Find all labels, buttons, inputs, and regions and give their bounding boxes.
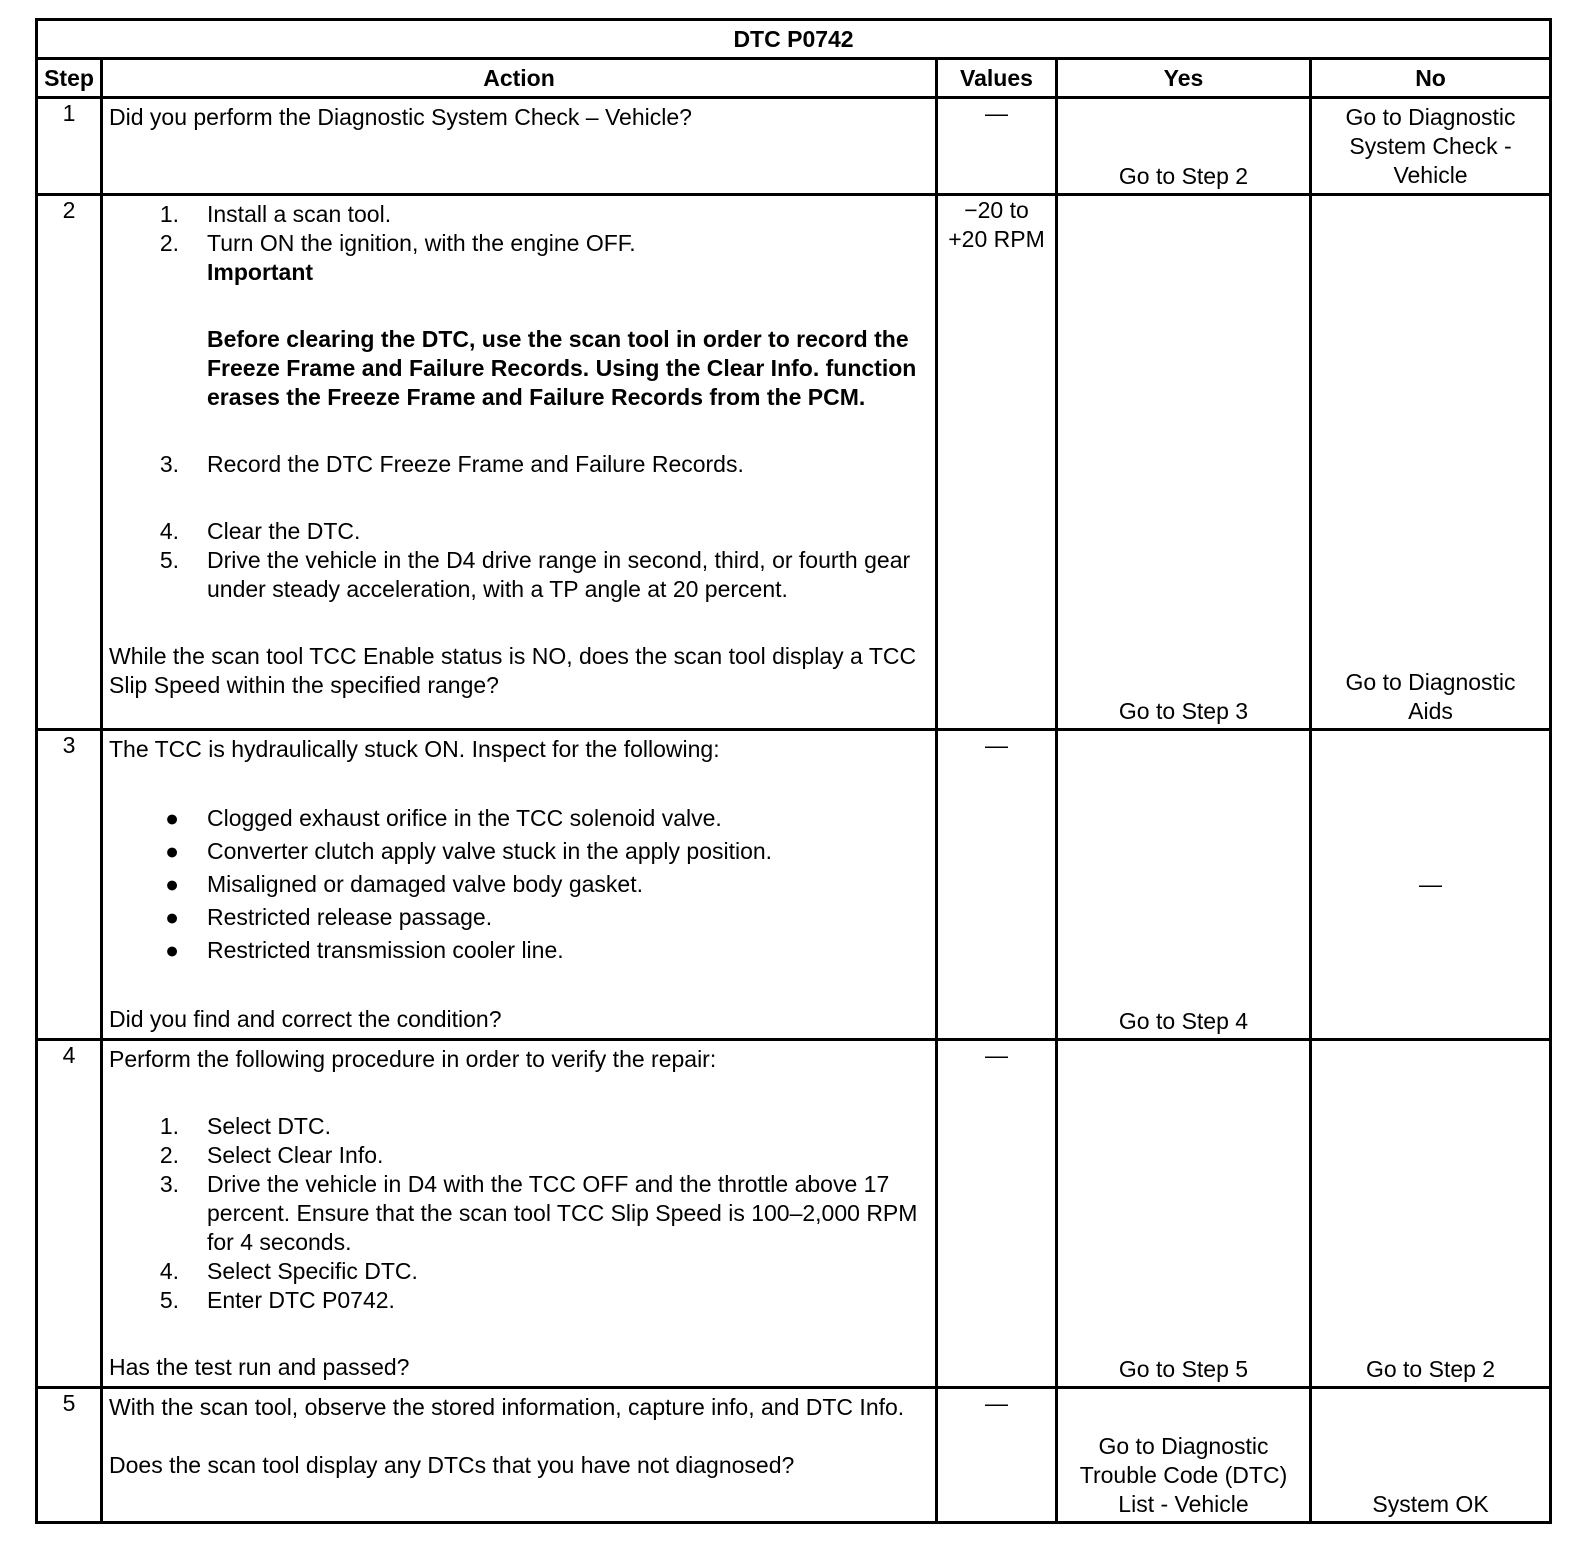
procedure-list <box>109 517 929 604</box>
list-item <box>109 1112 929 1141</box>
no-cell: — <box>1311 730 1551 1040</box>
yes-line: List - Vehicle <box>1118 1491 1249 1517</box>
item-text: Drive the vehicle in D4 with the TCC OFF and the throttle above 17 percent. Ensure that the scan tool TCC Slip Speed is 100–2,000 RPM for 4 seconds. <box>207 1171 918 1255</box>
action-cell <box>102 98 937 195</box>
table-row <box>37 1388 1551 1523</box>
list-item <box>109 1286 929 1315</box>
values-cell <box>937 195 1057 730</box>
item-text: Select Specific DTC. <box>207 1258 418 1284</box>
procedure-list <box>109 1112 929 1315</box>
step-number: 5 <box>37 1388 102 1523</box>
item-text: Enter DTC P0742. <box>207 1287 395 1313</box>
dtc-table <box>35 18 1552 1524</box>
action-text: Did you perform the Diagnostic System Check – Vehicle? <box>109 104 692 130</box>
list-item <box>109 200 929 229</box>
inspection-list <box>109 802 929 967</box>
step-number: 1 <box>37 98 102 195</box>
bullet-icon: ● <box>165 904 179 930</box>
step-number: 3 <box>37 730 102 1040</box>
values-cell: — <box>937 730 1057 1040</box>
item-number: 3. <box>159 451 179 477</box>
item-text: Misaligned or damaged valve body gasket. <box>207 871 643 897</box>
bullet-icon: ● <box>165 871 179 897</box>
item-number: 2. <box>159 230 179 256</box>
question-text: While the scan tool TCC Enable status is NO, does the scan tool display a TCC Slip Speed within the specified range? <box>109 643 917 698</box>
header-step: Step <box>37 59 102 98</box>
yes-line: Trouble Code (DTC) <box>1079 1462 1288 1488</box>
list-item <box>109 450 929 479</box>
item-text: Restricted release passage. <box>207 904 493 930</box>
list-item <box>109 802 929 835</box>
action-cell <box>102 1388 937 1523</box>
no-cell: Go to Step 2 <box>1311 1040 1551 1388</box>
item-text: Install a scan tool. <box>207 201 392 227</box>
list-item <box>109 229 929 258</box>
item-text: Record the DTC Freeze Frame and Failure Records. <box>207 451 744 477</box>
list-item <box>109 1141 929 1170</box>
yes-cell: Go to Step 5 <box>1057 1040 1311 1388</box>
question-text: Did you find and correct the condition? <box>109 1006 502 1032</box>
yes-cell <box>1057 1388 1311 1523</box>
action-text: The TCC is hydraulically stuck ON. Inspect for the following: <box>109 736 720 762</box>
table-row <box>37 195 1551 730</box>
item-number: 5. <box>159 547 179 573</box>
item-number: 5. <box>159 1287 179 1313</box>
item-text: Restricted transmission cooler line. <box>207 937 564 963</box>
bullet-icon: ● <box>165 838 179 864</box>
no-line: Vehicle <box>1393 161 1468 188</box>
item-text: Drive the vehicle in the D4 drive range in second, third, or fourth gear under steady acceleration, with a TP angle at 20 percent. <box>207 547 911 602</box>
header-values: Values <box>937 59 1057 98</box>
list-item <box>109 835 929 868</box>
step-number: 4 <box>37 1040 102 1388</box>
item-text: Clogged exhaust orifice in the TCC solenoid valve. <box>207 805 722 831</box>
yes-cell: Go to Step 2 <box>1057 98 1311 195</box>
value-line: +20 RPM <box>948 226 1045 252</box>
header-action: Action <box>102 59 937 98</box>
action-text: Perform the following procedure in order to verify the repair: <box>109 1046 717 1072</box>
no-line: Go to Diagnostic <box>1345 103 1516 130</box>
list-item <box>109 901 929 934</box>
list-item <box>109 1170 929 1257</box>
list-item <box>109 1257 929 1286</box>
yes-cell: Go to Step 3 <box>1057 195 1311 730</box>
no-line: Aids <box>1408 698 1453 724</box>
procedure-list <box>109 450 929 479</box>
no-line: System Check - <box>1349 132 1512 159</box>
item-number: 1. <box>159 1113 179 1139</box>
question-text: Has the test run and passed? <box>109 1354 410 1380</box>
list-item <box>109 868 929 901</box>
item-text: Clear the DTC. <box>207 518 361 544</box>
item-text: Select DTC. <box>207 1113 331 1139</box>
table-row <box>37 98 1551 195</box>
item-number: 1. <box>159 201 179 227</box>
important-note: Before clearing the DTC, use the scan tool in order to record the Freeze Frame and Failure Records. Using the Clear Info. function erases the Freeze Frame and Failure Records from the PCM. <box>207 326 917 410</box>
header-no: No <box>1311 59 1551 98</box>
action-cell <box>102 730 937 1040</box>
item-number: 4. <box>159 518 179 544</box>
table-row <box>37 730 1551 1040</box>
procedure-list <box>109 200 929 258</box>
values-cell: — <box>937 1388 1057 1523</box>
no-line: Go to Diagnostic <box>1345 669 1516 695</box>
bullet-icon: ● <box>165 937 179 963</box>
value-line: −20 to <box>964 197 1029 223</box>
values-cell: — <box>937 1040 1057 1388</box>
step-number: 2 <box>37 195 102 730</box>
list-item <box>109 517 929 546</box>
values-cell: — <box>937 98 1057 195</box>
no-cell <box>1311 195 1551 730</box>
item-number: 2. <box>159 1142 179 1168</box>
bullet-icon: ● <box>165 805 179 831</box>
no-cell: System OK <box>1311 1388 1551 1523</box>
action-cell <box>102 195 937 730</box>
table-title: DTC P0742 <box>37 20 1551 59</box>
important-label: Important <box>207 259 314 285</box>
item-number: 4. <box>159 1258 179 1284</box>
item-number: 3. <box>159 1171 179 1197</box>
item-text: Select Clear Info. <box>207 1142 384 1168</box>
yes-line: Go to Diagnostic <box>1098 1433 1269 1459</box>
yes-cell: Go to Step 4 <box>1057 730 1311 1040</box>
item-text: Converter clutch apply valve stuck in the apply position. <box>207 838 773 864</box>
item-text: Turn ON the ignition, with the engine OFF. <box>207 230 636 256</box>
action-text: With the scan tool, observe the stored information, capture info, and DTC Info. <box>109 1394 905 1420</box>
action-cell <box>102 1040 937 1388</box>
header-yes: Yes <box>1057 59 1311 98</box>
no-cell <box>1311 98 1551 195</box>
list-item <box>109 934 929 967</box>
list-item <box>109 546 929 604</box>
question-text: Does the scan tool display any DTCs that you have not diagnosed? <box>109 1452 795 1478</box>
table-row <box>37 1040 1551 1388</box>
